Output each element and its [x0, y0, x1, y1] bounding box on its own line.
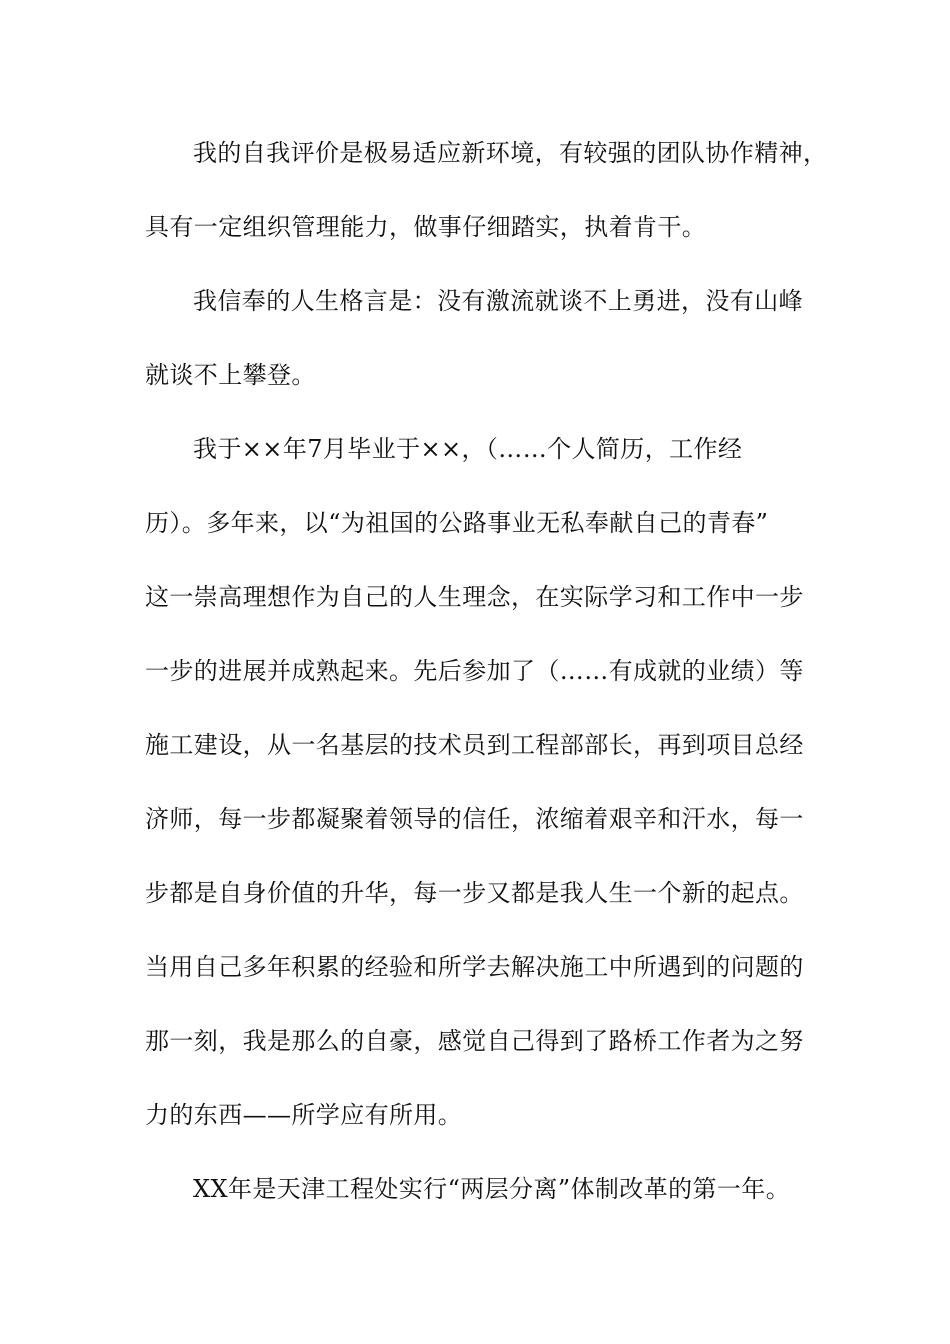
paragraph-3-line-1: 我于××年7月毕业于××，（……个人简历，工作经	[193, 435, 743, 463]
paragraph-4-line-1: XX年是天津工程处实行“两层分离”体制改革的第一年。	[193, 1175, 791, 1203]
paragraph-3-line-8: 当用自己多年积累的经验和所学去解决施工中所遇到的问题的	[145, 953, 804, 981]
paragraph-3-line-5: 施工建设，从一名基层的技术员到工程部部长，再到项目总经	[145, 731, 804, 759]
paragraph-3-line-10: 力的东西——所学应有所用。	[145, 1101, 463, 1129]
paragraph-1-line-1: 我的自我评价是极易适应新环境，有较强的团队协作精神，	[193, 139, 828, 167]
paragraph-3-line-4: 一步的进展并成熟起来。先后参加了（……有成就的业绩）等	[145, 657, 804, 685]
paragraph-3-line-7: 步都是自身价值的升华，每一步又都是我人生一个新的起点。	[145, 879, 804, 907]
paragraph-2-line-2: 就谈不上攀登。	[145, 361, 316, 389]
paragraph-3-line-3: 这一崇高理想作为自己的人生理念，在实际学习和工作中一步	[145, 583, 804, 611]
paragraph-3-line-6: 济师，每一步都凝聚着领导的信任，浓缩着艰辛和汗水，每一	[145, 805, 804, 833]
paragraph-3-line-2: 历）。多年来，以“为祖国的公路事业无私奉献自己的青春”	[145, 509, 769, 537]
paragraph-1-line-2: 具有一定组织管理能力，做事仔细踏实，执着肯干。	[145, 213, 707, 241]
paragraph-3-line-9: 那一刻，我是那么的自豪，感觉自己得到了路桥工作者为之努	[145, 1027, 804, 1055]
paragraph-2-line-1: 我信奉的人生格言是：没有激流就谈不上勇进，没有山峰	[193, 287, 803, 315]
